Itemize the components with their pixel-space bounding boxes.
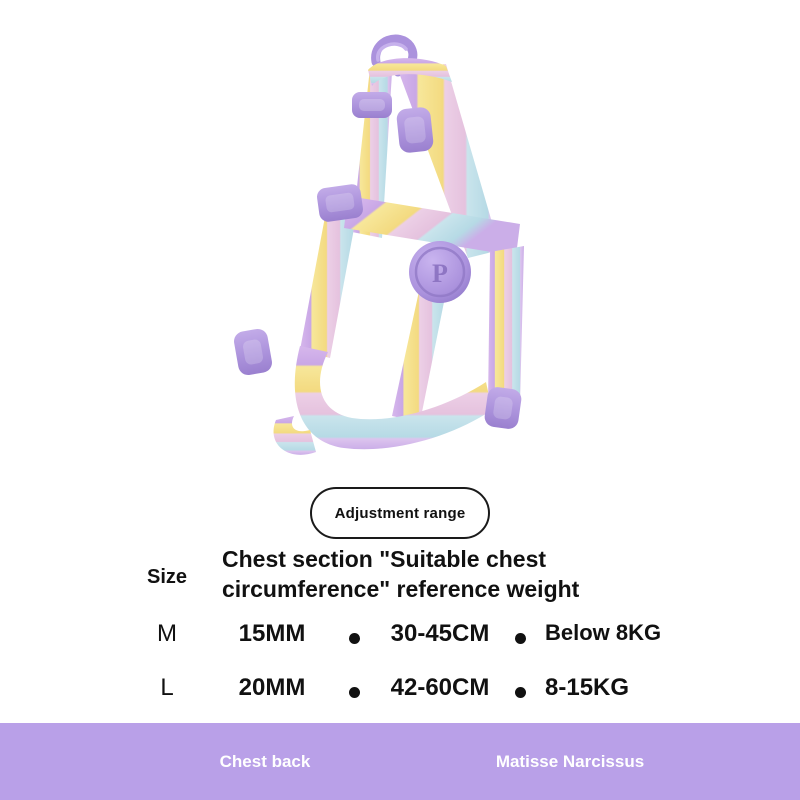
svg-text:P: P (432, 259, 448, 288)
cell-width: 15MM (238, 620, 306, 647)
cell-size: L (160, 674, 174, 701)
left-lower-slider (232, 327, 273, 376)
separator-dot-icon (515, 633, 526, 644)
table-row (0, 670, 800, 720)
footer-bar (0, 723, 800, 800)
right-vertical-strap (488, 246, 524, 404)
left-shoulder-buckle (316, 183, 364, 223)
cell-chest-circumference: 30-45CM (390, 620, 490, 647)
spec-table-header (0, 548, 800, 610)
spec-table (0, 548, 800, 723)
cell-size: M (157, 620, 177, 647)
neck-slider-buckle (352, 92, 392, 118)
logo-button (409, 241, 471, 303)
footer-product-name: Matisse Narcissus (495, 751, 645, 771)
adjustment-range-label: Adjustment range (334, 504, 466, 522)
separator-dot-icon (349, 633, 360, 644)
table-row (0, 616, 800, 666)
cell-weight: Below 8KG (545, 620, 662, 645)
cell-weight: 8-15KG (545, 674, 630, 701)
cell-chest-circumference: 42-60CM (390, 674, 490, 701)
belly-strap (295, 346, 492, 449)
adjustment-range-badge (310, 487, 490, 539)
footer-product-type: Chest back (219, 751, 311, 771)
neck-adjuster-buckle (396, 106, 434, 153)
cell-width: 20MM (238, 674, 306, 701)
separator-dot-icon (349, 687, 360, 698)
right-lower-slider (483, 386, 522, 430)
header-description: Chest section "Suitable chest circumference" reference weight (222, 546, 580, 603)
separator-dot-icon (515, 687, 526, 698)
header-size: Size (146, 566, 188, 588)
